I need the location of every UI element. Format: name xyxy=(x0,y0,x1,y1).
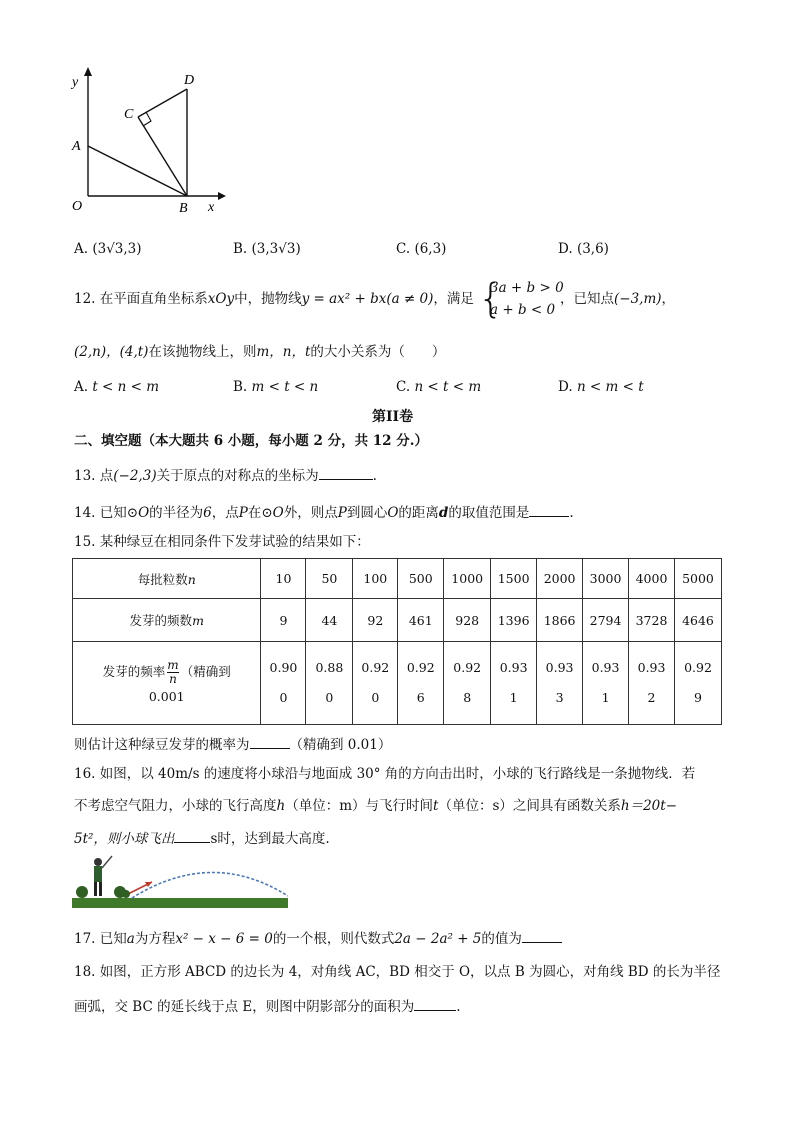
golf-illustration xyxy=(72,852,288,908)
table-cell: 461 xyxy=(398,599,444,642)
grass-strip xyxy=(72,898,288,908)
answer-blank xyxy=(522,928,562,943)
q11-option-c: C. (6,3) xyxy=(396,241,447,257)
section-heading: 二、填空题（本大题共 6 小题，每小题 2 分，共 12 分.） xyxy=(74,433,428,449)
table-cell: 0.92 6 xyxy=(398,642,444,725)
table-cell: 0.93 1 xyxy=(583,642,629,725)
point-b-label: B xyxy=(179,201,188,216)
table-cell: 0.90 0 xyxy=(261,642,306,725)
table-cell: 9 xyxy=(261,599,306,642)
table-cell: 92 xyxy=(353,599,398,642)
table-cell: 4000 xyxy=(629,559,675,599)
q13: 13. 点(−2,3)关于原点的对称点的坐标为 . xyxy=(74,465,377,485)
q11-option-a: A. (3√3,3) xyxy=(74,241,142,257)
answer-blank xyxy=(529,502,569,517)
q12-option-c: C. n < t < m xyxy=(396,379,482,395)
q11-option-b: B. (3,3√3) xyxy=(233,241,301,257)
origin-label: O xyxy=(72,199,83,214)
segment-cd xyxy=(138,89,187,117)
table-row xyxy=(73,642,722,725)
volume-title: 第II卷 xyxy=(372,409,414,425)
y-label: y xyxy=(72,75,79,90)
q16-line1: 16. 如图，以 40m/s 的速度将小球沿与地面成 30° 角的方向击出时，小球的飞行路线是一条抛物线．若 xyxy=(74,766,696,782)
golfer-icon xyxy=(94,856,112,896)
table-cell: 0.92 0 xyxy=(353,642,398,725)
q11-option-d: D. (3,6) xyxy=(558,241,609,257)
point-c-label: C xyxy=(124,107,134,122)
table-cell: 928 xyxy=(444,599,491,642)
table-cell: 50 xyxy=(306,559,353,599)
q12-option-d: D. n < m < t xyxy=(558,379,644,395)
q15-intro: 15. 某种绿豆在相同条件下发芽试验的结果如下： xyxy=(74,534,370,550)
bush-icon xyxy=(76,886,130,898)
trajectory-arc xyxy=(132,872,288,898)
q12-option-b: B. m < t < n xyxy=(233,379,319,395)
answer-blank xyxy=(319,465,373,480)
table-cell: 1500 xyxy=(491,559,537,599)
table-cell: 0.93 2 xyxy=(629,642,675,725)
table-cell: 4646 xyxy=(674,599,721,642)
q14: 14. 已知⊙O的半径为6，点P在⊙O外，则点P到圆心O的距离d的取值范围是 . xyxy=(74,502,574,522)
row-header: 每批粒数n xyxy=(73,559,261,599)
germination-table xyxy=(72,558,722,725)
table-cell: 1000 xyxy=(444,559,491,599)
answer-blank xyxy=(174,828,210,843)
table-row xyxy=(73,599,722,642)
table-row xyxy=(73,559,722,599)
q18-line2: 画弧，交 BC 的延长线于点 E，则图中阴影部分的面积为 . xyxy=(74,996,461,1016)
table-cell: 1396 xyxy=(491,599,537,642)
q12-line1-end: ，已知点(−3,m)， xyxy=(560,291,676,307)
coordinate-figure xyxy=(60,62,230,218)
q16-line3: 5t²，则小球飞出 s时，达到最大高度. xyxy=(74,828,330,848)
table-cell: 1866 xyxy=(537,599,583,642)
q12-cond1: 3a + b > 0 xyxy=(490,280,564,296)
q12-line1: 12. 在平面直角坐标系xOy中，抛物线y = ax² + bx(a ≠ 0)，满足 xyxy=(74,291,474,307)
q12-line2: (2,n)，(4,t)在该抛物线上，则m，n，t的大小关系为（ ） xyxy=(74,344,446,360)
x-axis-arrow xyxy=(218,192,226,200)
table-cell: 10 xyxy=(261,559,306,599)
point-a-label: A xyxy=(72,139,81,154)
table-cell: 2794 xyxy=(583,599,629,642)
table-cell: 44 xyxy=(306,599,353,642)
y-axis-arrow xyxy=(84,67,92,76)
q15-answer: 则估计这种绿豆发芽的概率为 （精确到 0.01） xyxy=(74,734,391,754)
q12-option-a: A. t < n < m xyxy=(74,379,160,395)
q16-line2: 不考虑空气阻力，小球的飞行高度h（单位：m）与飞行时间t（单位：s）之间具有函数关系h＝20t− xyxy=(74,798,677,814)
row-header: 发芽的频率 $\frac{m}{n}$ （精确到 0.001 xyxy=(73,642,261,725)
table-cell: 0.92 8 xyxy=(444,642,491,725)
q18-line1: 18. 如图，正方形 ABCD 的边长为 4，对角线 AC，BD 相交于 O，以点 B 为圆心，对角线 BD 的长为半径 xyxy=(74,964,721,980)
table-cell: 100 xyxy=(353,559,398,599)
q12-cond2: a + b < 0 xyxy=(490,302,556,318)
table-cell: 5000 xyxy=(674,559,721,599)
table-cell: 500 xyxy=(398,559,444,599)
brace-icon: { xyxy=(478,276,504,322)
table-cell: 3728 xyxy=(629,599,675,642)
table-cell: 3000 xyxy=(583,559,629,599)
q17: 17. 已知a为方程x² − x − 6 = 0的一个根，则代数式2a − 2a² + 5的值为 xyxy=(74,928,562,948)
answer-blank xyxy=(414,996,456,1011)
answer-blank xyxy=(250,734,290,749)
point-d-label: D xyxy=(184,73,195,88)
table-cell: 0.93 1 xyxy=(491,642,537,725)
table-cell: 0.92 9 xyxy=(674,642,721,725)
x-label: x xyxy=(208,200,215,215)
row-header: 发芽的频数m xyxy=(73,599,261,642)
table-cell: 0.88 0 xyxy=(306,642,353,725)
table-cell: 0.93 3 xyxy=(537,642,583,725)
table-cell: 2000 xyxy=(537,559,583,599)
